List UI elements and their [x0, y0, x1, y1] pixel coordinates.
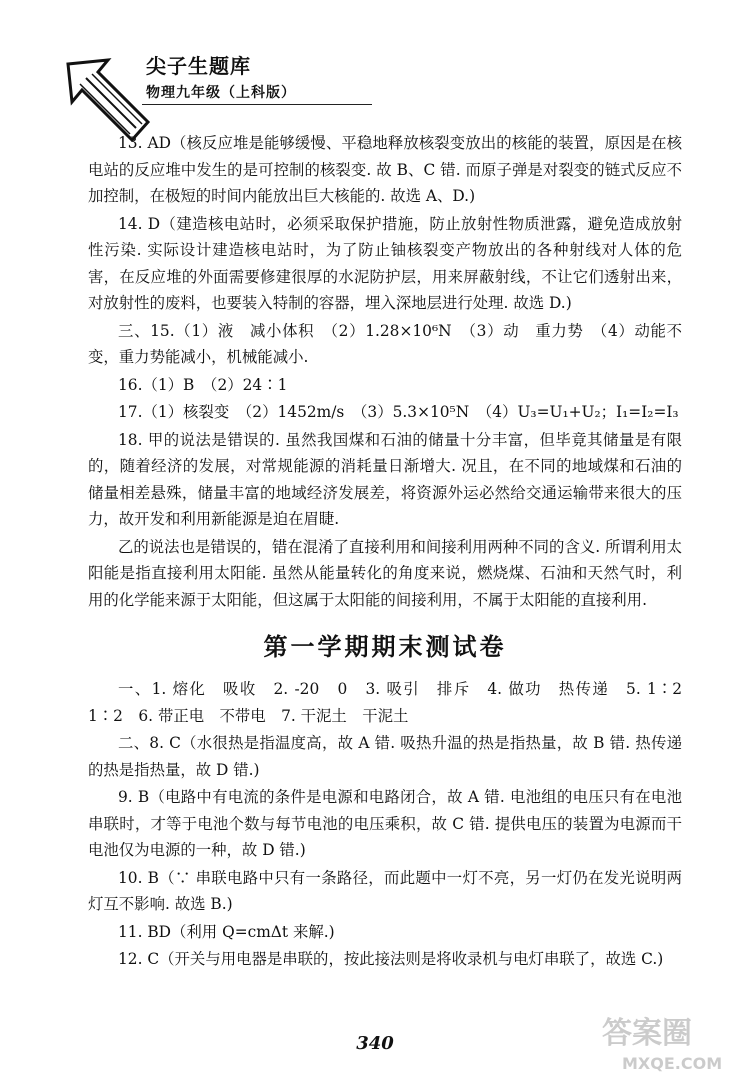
answer-paragraph: 三、15.（1）液 减小体积 （2）1.28×10⁶N （3）动 重力势 （4）动能不变，重力势能减小，机械能减小. — [88, 321, 682, 366]
watermark-logo — [592, 1009, 742, 1079]
header-rule — [142, 104, 372, 105]
answer-paragraph: 9. B（电路中有电流的条件是电源和电路闭合，故 A 错. 电池组的电压只有在电池串联时，才等于电池个数与每节电池的电压乘积，故 C 错. 提供电压的装置为电源而干电池仅为电源的一种，故 D 错.) — [88, 788, 682, 859]
section-title: 第一学期期末测试卷 — [263, 633, 507, 661]
answer-paragraph: 二、8. C（水很热是指温度高，故 A 错. 吸热升温的热是指热量，故 B 错. 热传递的热是指热量，故 D 错.) — [88, 734, 682, 779]
answer-paragraph: 17.（1）核裂变 （2）1452m/s （3）5.3×10⁵N （4）U₃=U₁+U₂；I₁=I₂=I₃ — [118, 403, 679, 421]
answer-paragraph: 一、1. 熔化 吸收 2. -20 0 3. 吸引 排斥 4. 做功 热传递 5. 1∶2 1∶2 6. 带正电 不带电 7. 干泥土 干泥土 — [88, 680, 698, 725]
page-number: 340 — [356, 1033, 394, 1054]
answer-paragraph: 18. 甲的说法是错误的. 虽然我国煤和石油的储量十分丰富，但毕竟其储量是有限的，随着经济的发展，对常规能源的消耗量日渐增大. 况且，在不同的地域煤和石油的储量相差悬殊，储量丰富的地域经济发展差，将资源外运必然给交通运输带来很大的压力，故开发和利用新能源是迫在眉睫. — [88, 430, 682, 528]
answer-paragraph: 13. AD（核反应堆是能够缓慢、平稳地释放核裂变放出的核能的装置，原因是在核电站的反应堆中发生的是可控制的核裂变. 故 B、C 错. 而原子弹是对裂变的链式反应不加控制，在极短的时间内能放出巨大核能的. 故选 A、D.) — [88, 134, 682, 205]
answer-paragraph: 乙的说法也是错误的，错在混淆了直接利用和间接利用两种不同的含义. 所谓利用太阳能是指直接利用太阳能. 虽然从能量转化的角度来说，燃烧煤、石油和天然气时，利用的化学能来源于太阳能，但这属于太阳能的间接利用，不属于太阳能的直接利用. — [88, 537, 682, 609]
page-content — [88, 130, 698, 974]
answer-paragraph: 11. BD（利用 Q=cmΔt 来解.) — [118, 922, 335, 941]
svg-text:答案圈: 答案圈 — [602, 1016, 692, 1051]
answer-paragraph: 12. C（开关与用电器是串联的，按此接法则是将收录机与电灯串联了，故选 C.) — [118, 950, 664, 968]
book-subtitle: 物理九年级（上科版） — [146, 85, 296, 101]
svg-text:MXQE.COM: MXQE.COM — [622, 1054, 723, 1073]
answer-paragraph: 14. D（建造核电站时，必须采取保护措施，防止放射性物质泄露，避免造成放射性污染. 实际设计建造核电站时，为了防止铀核裂变产物放出的各种射线对人体的危害，在反应堆的外面需要修建很厚的水泥防护层，用来屏蔽射线，不让它们透射出来，对放射性的废料，也要装入特制的容器，埋入深地层进行处理. 故选 D.) — [88, 214, 682, 312]
answer-paragraph: 16.（1）B （2）24∶1 — [118, 375, 288, 394]
answer-paragraph: 10. B（∵ 串联电路中只有一条路径，而此题中一灯不亮，另一灯仍在发光说明两灯互不影响. 故选 B.) — [88, 868, 682, 913]
book-brand: 尖子生题库 — [146, 54, 251, 78]
